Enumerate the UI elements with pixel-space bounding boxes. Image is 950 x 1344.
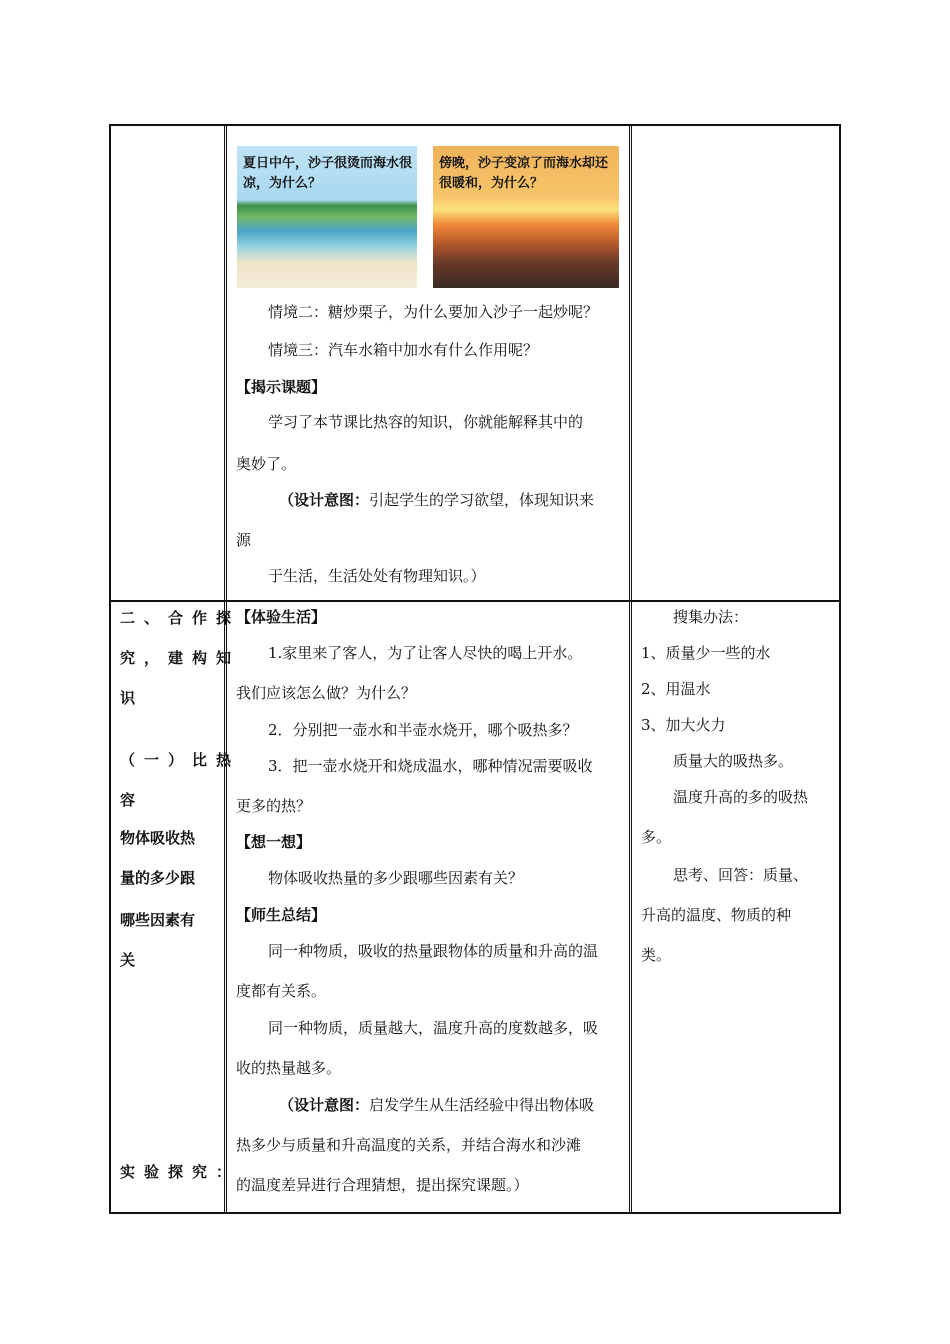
method-2: 2、用温水 bbox=[641, 680, 711, 698]
conclusion-mass: 质量大的吸热多。 bbox=[673, 752, 794, 770]
design-intent-1 bbox=[279, 490, 594, 510]
answer-line-2: 升高的温度、物质的种 bbox=[641, 906, 792, 924]
question-3-line-1: 3．把一壶水烧开和烧成温水，哪种情况需要吸收 bbox=[268, 757, 593, 775]
reveal-line-1: 学习了本节课比热容的知识，你就能解释其中的 bbox=[268, 413, 584, 431]
summary-heading: 【师生总结】 bbox=[236, 906, 327, 924]
conclusion-temp-line-1: 温度升高的多的吸热 bbox=[673, 788, 809, 806]
row-divider bbox=[111, 600, 839, 602]
summary-2-line-1: 同一种物质，质量越大，温度升高的度数越多，吸 bbox=[268, 1019, 599, 1037]
scene-two: 情境二：糖炒栗子，为什么要加入沙子一起炒呢？ bbox=[268, 303, 599, 321]
reveal-line-2: 奥妙了。 bbox=[236, 455, 297, 473]
think-heading: 【想一想】 bbox=[236, 833, 312, 851]
summary-1-line-2: 度都有关系。 bbox=[236, 982, 327, 1000]
subsection-title-line-1: （一）比热 bbox=[120, 751, 241, 769]
design-intent-2-line-3: 的温度差异进行合理猜想，提出探究课题。） bbox=[236, 1176, 529, 1194]
column-divider-2 bbox=[629, 126, 632, 1212]
question-1-line-1: 1.家里来了客人，为了让客人尽快的喝上开水。 bbox=[268, 644, 583, 662]
collection-methods-title: 搜集办法： bbox=[673, 608, 749, 626]
summary-1-line-1: 同一种物质，吸收的热量跟物体的质量和升高的温 bbox=[268, 942, 599, 960]
conclusion-temp-line-2: 多。 bbox=[641, 828, 672, 846]
design-intent-line-3: 于生活，生活处处有物理知识。） bbox=[268, 567, 486, 585]
experiment-label: 实验探究： bbox=[120, 1163, 241, 1181]
topic-line-3: 哪些因素有 bbox=[120, 911, 196, 929]
beach-noon-image bbox=[237, 146, 417, 288]
method-3: 3、加大火力 bbox=[641, 716, 726, 734]
question-3-line-2: 更多的热？ bbox=[236, 797, 312, 815]
design-intent-line-2: 源 bbox=[236, 531, 252, 549]
design-intent-2-line-1 bbox=[279, 1095, 594, 1115]
section-title-line-1: 二、合作探 bbox=[120, 609, 241, 627]
question-2: 2．分别把一壶水和半壶水烧开，哪个吸热多？ bbox=[268, 721, 578, 739]
design-intent-2-line-2: 热多少与质量和升高温度的关系，并结合海水和沙滩 bbox=[236, 1136, 582, 1154]
scene-three: 情境三：汽车水箱中加水有什么作用呢？ bbox=[268, 341, 539, 359]
design-intent-text: 启发学生从生活经验中得出物体吸 bbox=[369, 1096, 595, 1114]
summary-2-line-2: 收的热量越多。 bbox=[236, 1059, 342, 1077]
section-title-line-3: 识 bbox=[120, 689, 136, 707]
reveal-heading: 【揭示课题】 bbox=[236, 378, 327, 396]
experience-heading: 【体验生活】 bbox=[236, 608, 327, 626]
column-divider-1 bbox=[224, 126, 227, 1212]
answer-line-1: 思考、回答：质量、 bbox=[673, 866, 809, 884]
design-intent-text: 引起学生的学习欲望，体现知识来 bbox=[369, 491, 595, 509]
image-caption: 夏日中午，沙子很烫而海水很凉，为什么？ bbox=[243, 156, 413, 191]
beach-sunset-image bbox=[433, 146, 619, 288]
section-title-line-2: 究，建构知 bbox=[120, 649, 241, 667]
subsection-title-line-2: 容 bbox=[120, 791, 136, 809]
design-intent-label: （设计意图： bbox=[279, 1096, 370, 1114]
think-question: 物体吸收热量的多少跟哪些因素有关？ bbox=[268, 869, 524, 887]
topic-line-1: 物体吸收热 bbox=[120, 829, 196, 847]
image-caption: 傍晚，沙子变凉了而海水却还很暖和，为什么？ bbox=[439, 156, 609, 191]
question-1-line-2: 我们应该怎么做？为什么？ bbox=[236, 684, 417, 702]
topic-line-2: 量的多少跟 bbox=[120, 869, 196, 887]
topic-line-4: 关 bbox=[120, 951, 136, 969]
method-1: 1、质量少一些的水 bbox=[641, 644, 771, 662]
lesson-plan-table bbox=[109, 124, 841, 1214]
answer-line-3: 类。 bbox=[641, 946, 672, 964]
design-intent-label: （设计意图： bbox=[279, 491, 370, 509]
